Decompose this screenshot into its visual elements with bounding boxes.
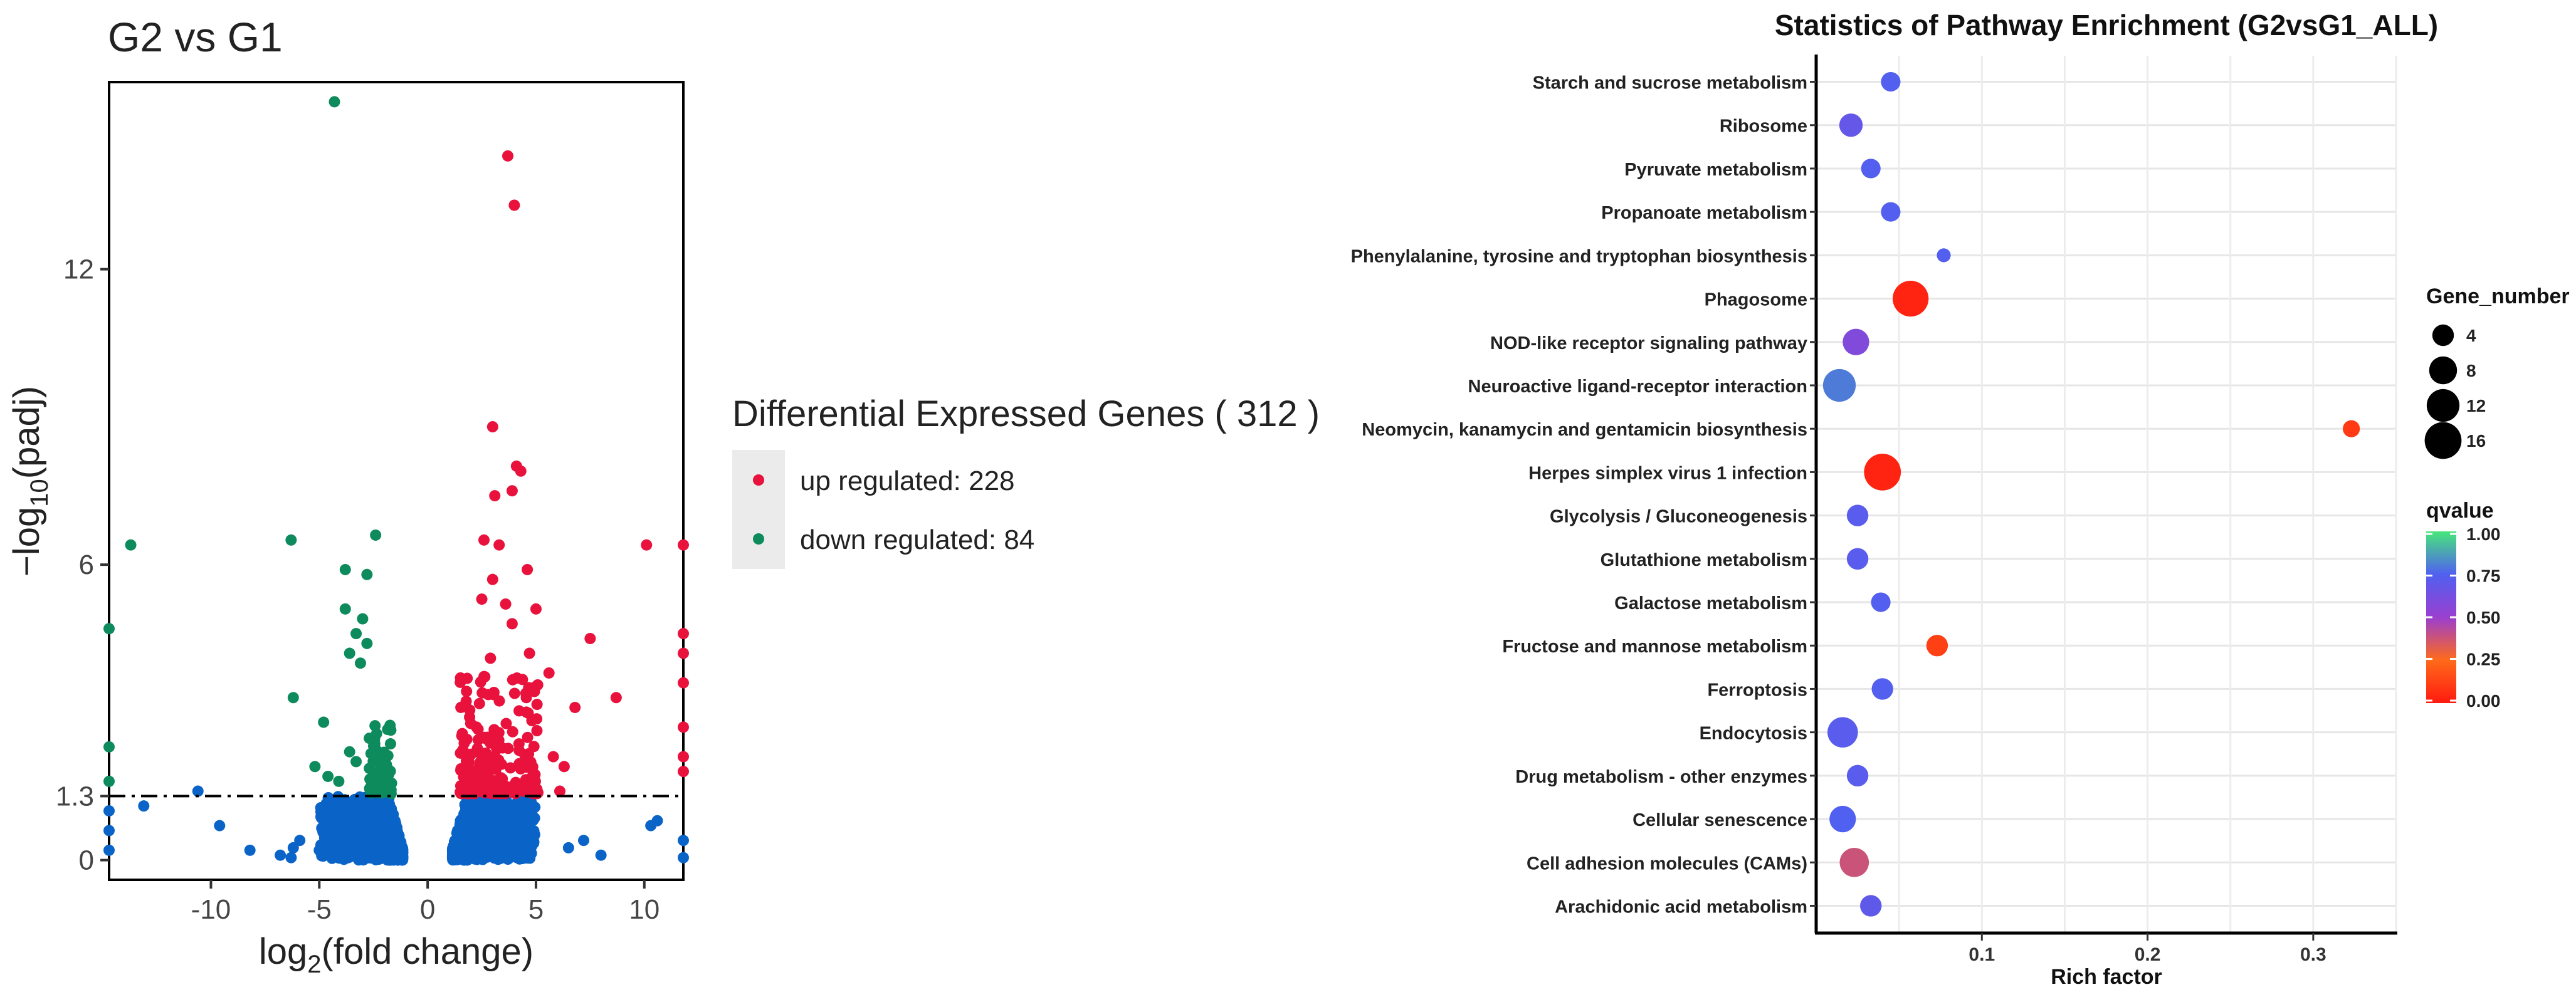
ns-point [138, 800, 149, 812]
pathway-label: Endocytosis [1699, 723, 1807, 744]
ns-point [521, 852, 532, 864]
gene-number-legend-title: Gene_number [2426, 284, 2570, 308]
up-point [678, 751, 689, 763]
size-legend-dot [2432, 325, 2454, 346]
pathway-bubble [2343, 420, 2360, 437]
ns-point [652, 815, 663, 827]
colorbar-label: 0.00 [2466, 691, 2501, 711]
ns-point [244, 845, 256, 856]
legend-down-label: down regulated: 84 [800, 524, 1035, 555]
volcano-title: G2 vs G1 [108, 14, 283, 60]
size-legend-label: 16 [2466, 431, 2486, 451]
up-point [502, 150, 513, 162]
colorbar-label: 0.50 [2466, 608, 2501, 627]
up-point [507, 618, 518, 629]
size-legend-label: 4 [2466, 326, 2476, 345]
ns-point [499, 847, 510, 858]
enrichment-x-axis-label: Rich factor [2051, 965, 2162, 989]
up-point [508, 199, 520, 211]
pathway-label: Cellular senescence [1632, 810, 1807, 831]
down-point [368, 741, 379, 752]
ns-point [522, 839, 533, 850]
up-point [548, 751, 559, 763]
gene-number-legend [2425, 325, 2486, 459]
up-point [559, 761, 570, 772]
pathway-bubble [1839, 113, 1863, 137]
pathway-bubble [1823, 369, 1856, 402]
x-tick-label: 0.2 [2134, 944, 2161, 965]
pathway-label: NOD-like receptor signaling pathway [1490, 333, 1807, 353]
down-point [125, 540, 137, 551]
ns-point [374, 828, 385, 839]
pathway-bubble [1839, 848, 1869, 877]
up-point [485, 652, 496, 664]
ns-point [332, 847, 344, 858]
ns-point [490, 834, 502, 845]
up-point [510, 780, 522, 791]
pathway-label: Herpes simplex virus 1 infection [1528, 463, 1807, 484]
pathway-label: Phagosome [1704, 290, 1807, 310]
up-point [524, 648, 535, 659]
pathway-label: Propanoate metabolism [1601, 203, 1807, 224]
up-point [611, 692, 622, 703]
up-point [528, 741, 540, 752]
down-point [340, 564, 351, 575]
up-point [515, 763, 527, 775]
up-point [461, 673, 473, 684]
pathway-label: Starch and sucrose metabolism [1532, 73, 1807, 93]
ns-point [391, 822, 402, 833]
y-tick-label: 6 [78, 550, 94, 581]
down-point [357, 613, 368, 625]
x-tick-label: -5 [307, 894, 332, 925]
ns-point [520, 800, 531, 812]
ns-point [461, 825, 472, 836]
pathway-bubble [1881, 202, 1900, 222]
down-point [355, 657, 366, 669]
size-legend-dot [2425, 422, 2462, 459]
down-point [103, 623, 115, 634]
up-point [509, 688, 520, 699]
enrichment-plot-area [1816, 56, 2396, 932]
up-point [461, 686, 472, 697]
x-tick-label: 0.3 [2300, 944, 2326, 965]
pathway-bubble [1827, 717, 1858, 748]
down-point [288, 692, 299, 703]
ns-point [525, 825, 536, 836]
up-point [478, 535, 490, 546]
up-point [641, 540, 652, 551]
ns-point [294, 835, 305, 846]
volcano-plot-area [109, 82, 683, 880]
down-point [381, 759, 392, 770]
ns-point [214, 820, 225, 832]
pathway-category-labels [1351, 73, 1816, 917]
up-point [513, 705, 525, 716]
up-point [472, 743, 483, 754]
volcano-y-axis-label: $-\log_{10}(padj)$ [6, 385, 53, 577]
down-point [361, 569, 372, 580]
up-point [472, 766, 483, 777]
pathway-label: Neuroactive ligand-receptor interaction [1468, 376, 1807, 397]
up-point [461, 696, 472, 707]
ns-point [313, 845, 325, 856]
up-point [584, 633, 596, 644]
ns-point [361, 839, 372, 850]
pathway-label: Pyruvate metabolism [1624, 159, 1807, 180]
size-legend-label: 8 [2466, 361, 2476, 380]
pathway-label: Galactose metabolism [1614, 593, 1807, 614]
up-point [456, 728, 468, 739]
pathway-bubble [1872, 678, 1893, 699]
up-point [476, 593, 488, 605]
pathway-label: Drug metabolism - other enzymes [1515, 766, 1807, 787]
legend-up-dot [753, 474, 764, 486]
ns-point [275, 850, 286, 861]
up-point [487, 421, 498, 432]
up-point [483, 689, 494, 700]
ns-point [482, 799, 493, 810]
down-point [329, 96, 340, 107]
up-point [678, 628, 689, 639]
pathway-label: Neomycin, kanamycin and gentamicin biosynthesis [1362, 420, 1807, 441]
qvalue-legend-title: qvalue [2426, 499, 2494, 523]
down-point [333, 776, 344, 787]
legend-down-dot [753, 533, 764, 545]
x-tick-label: 5 [528, 894, 544, 925]
pathway-bubble [1871, 592, 1891, 612]
down-point [344, 746, 355, 758]
volcano-legend-key-background [732, 450, 785, 569]
up-point [519, 749, 530, 760]
enrichment-x-ticks [1969, 933, 2326, 965]
up-point [500, 718, 512, 729]
pathway-label: Cell adhesion molecules (CAMs) [1527, 853, 1807, 874]
ns-point [387, 837, 399, 848]
down-point [322, 771, 334, 782]
ns-point [317, 827, 329, 838]
up-point [465, 718, 476, 729]
volcano-legend-title: Differential Expressed Genes ( 312 ) [732, 394, 1320, 434]
up-point [530, 603, 542, 615]
up-point [523, 682, 534, 693]
ns-point [376, 843, 387, 855]
y-tick-label: 1.3 [55, 781, 94, 812]
up-point [463, 756, 475, 768]
size-legend-dot [2427, 389, 2459, 422]
down-point [370, 530, 381, 541]
pathway-label: Ferroptosis [1707, 680, 1807, 701]
ns-point [356, 798, 367, 809]
ns-point [509, 805, 520, 817]
ns-point [678, 852, 689, 864]
down-point [285, 535, 297, 546]
up-point [505, 762, 516, 773]
up-point [544, 667, 555, 679]
up-point [569, 702, 581, 713]
up-point [489, 490, 500, 501]
down-point [371, 728, 382, 739]
colorbar-label: 0.75 [2466, 566, 2501, 586]
ns-point [463, 852, 475, 863]
up-point [515, 466, 527, 477]
x-tick-label: -10 [191, 894, 231, 925]
ns-point [678, 835, 689, 846]
ns-point [384, 803, 395, 815]
y-tick-label: 12 [63, 254, 94, 285]
up-point [479, 671, 490, 682]
pathway-label: Ribosome [1719, 116, 1807, 137]
ns-point [329, 796, 340, 808]
x-tick-label: 10 [629, 894, 660, 925]
up-point [455, 765, 466, 776]
pathway-bubble [1843, 329, 1869, 355]
down-point [344, 648, 355, 659]
up-point [513, 738, 525, 749]
x-tick-label: 0 [419, 894, 436, 925]
pathway-label: Fructose and mannose metabolism [1502, 637, 1807, 657]
ns-point [345, 851, 356, 862]
up-point [678, 766, 689, 777]
up-point [678, 677, 689, 689]
ns-point [373, 853, 384, 865]
ns-point [450, 847, 461, 858]
x-tick-label: 0.1 [1969, 944, 1995, 965]
down-point [350, 756, 362, 767]
up-point [507, 485, 518, 496]
ns-point [578, 835, 589, 846]
ns-point [341, 823, 352, 835]
pathway-bubble [1847, 765, 1868, 786]
down-point [103, 776, 115, 787]
pathway-label: Glycolysis / Gluconeogenesis [1550, 506, 1807, 527]
up-point [678, 540, 689, 551]
ns-point [103, 825, 115, 836]
colorbar-label: 0.25 [2466, 649, 2501, 669]
up-point [526, 715, 537, 726]
up-point [500, 598, 512, 610]
up-point [678, 721, 689, 733]
pathway-label: Arachidonic acid metabolism [1555, 897, 1807, 917]
ns-point [500, 827, 512, 838]
size-legend-dot [2429, 357, 2458, 385]
up-point [474, 698, 485, 709]
pathway-bubble [1847, 504, 1868, 526]
pathway-bubble [1847, 548, 1868, 570]
pathway-label: Glutathione metabolism [1600, 550, 1807, 570]
pathway-bubble [1864, 454, 1901, 491]
up-point [528, 768, 540, 780]
up-point [484, 751, 495, 763]
up-point [526, 783, 537, 795]
ns-point [103, 845, 115, 856]
pathway-bubble [1829, 806, 1856, 832]
pathway-bubble [1927, 635, 1948, 656]
volcano-y-ticks [56, 254, 109, 876]
volcano-x-ticks [191, 880, 660, 925]
ns-point [370, 813, 381, 825]
pathway-bubble [1881, 72, 1900, 91]
pathway-bubble [1860, 895, 1881, 916]
down-point [309, 761, 320, 772]
ns-point [397, 847, 408, 858]
down-point [103, 741, 115, 753]
pathway-bubble [1861, 159, 1881, 178]
pathway-bubble [1893, 281, 1928, 316]
pathway-label: Phenylalanine, tyrosine and tryptophan biosynthesis [1350, 246, 1807, 267]
up-point [482, 731, 493, 743]
up-point [532, 699, 543, 710]
ns-point [476, 813, 487, 824]
ns-point [354, 812, 365, 823]
up-point [678, 648, 689, 659]
up-point [493, 540, 505, 551]
enrichment-title: Statistics of Pathway Enrichment (G2vsG1_ALL) [1774, 9, 2439, 41]
ns-point [103, 805, 115, 817]
up-point [507, 674, 518, 686]
ns-point [461, 814, 473, 825]
volcano-x-axis-label: $\log_2(fold$ change) [258, 931, 534, 978]
y-tick-label: 0 [78, 845, 94, 876]
ns-point [285, 852, 297, 864]
down-point [384, 722, 395, 733]
pathway-bubble [1937, 248, 1950, 262]
down-point [318, 717, 329, 728]
up-point [522, 564, 533, 575]
up-point [531, 725, 542, 736]
colorbar-label: 1.00 [2466, 524, 2501, 544]
ns-point [476, 842, 488, 853]
down-point [350, 628, 362, 639]
down-point [361, 638, 372, 649]
legend-up-label: up regulated: 228 [800, 466, 1015, 496]
down-point [340, 603, 351, 615]
ns-point [596, 850, 607, 861]
size-legend-label: 12 [2466, 396, 2486, 415]
ns-point [512, 835, 523, 847]
ns-point [563, 842, 574, 853]
up-point [455, 780, 466, 791]
up-point [487, 574, 498, 585]
